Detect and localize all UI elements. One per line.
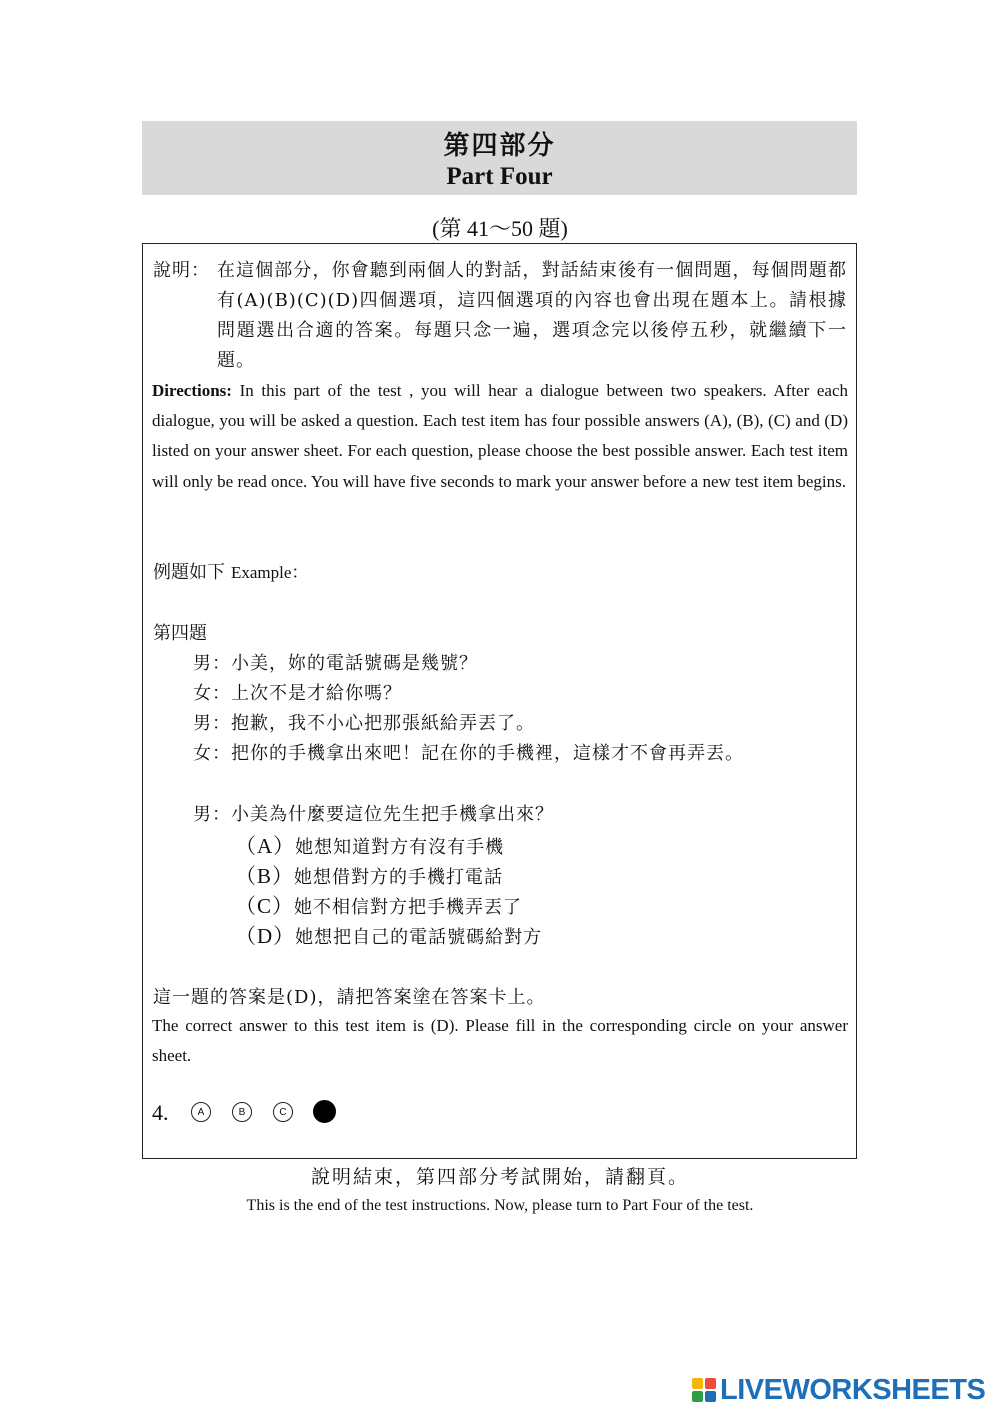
option-b: [235, 860, 503, 890]
option-text: 她想把自己的電話號碼給對方: [295, 927, 543, 948]
example-label: [153, 558, 308, 584]
dialogue-line: 男：小美，妳的電話號碼是幾號？: [193, 653, 478, 674]
liveworksheets-logo-icon: [692, 1378, 716, 1402]
option-letter: （C）: [235, 894, 295, 918]
option-a: [235, 830, 504, 860]
logo-square: [692, 1391, 703, 1402]
end-note-zh: 說明結束，第四部分考試開始，請翻頁。: [310, 1166, 689, 1188]
dialogue-line: 女：把你的手機拿出來吧！記在你的手機裡，這樣才不會再弄丟。: [193, 743, 744, 764]
section-header: [142, 121, 857, 195]
option-text: 她想知道對方有沒有手機: [295, 837, 505, 858]
example-label-en: Example：: [231, 563, 309, 582]
answer-bubble-a[interactable]: A: [191, 1102, 211, 1122]
question-range: (第 41～50 題): [432, 216, 568, 241]
end-note-en: This is the end of the test instructions. Now, please turn to Part Four of the test.: [246, 1197, 754, 1214]
instruction-box: [142, 243, 857, 1159]
logo-square: [705, 1391, 716, 1402]
answer-sheet-number: 4.: [152, 1100, 169, 1125]
answer-note-en: The correct answer to this test item is (D). Please fill in the corresponding circle on your answer sheet.: [152, 1016, 848, 1066]
answer-note-zh: 這一題的答案是(D)，請把答案塗在答案卡上。: [153, 987, 546, 1008]
example-label-zh: 例題如下: [153, 562, 225, 583]
answer-bubble-c[interactable]: C: [273, 1102, 293, 1122]
dialogue-line: 男：抱歉，我不小心把那張紙給弄丟了。: [193, 713, 535, 734]
logo-square: [705, 1378, 716, 1389]
question-title: 第四題: [153, 623, 207, 644]
dialogue-line: 女：上次不是才給你嗎？: [193, 683, 402, 704]
section-title-en: Part Four: [446, 163, 553, 190]
option-text: 她想借對方的手機打電話: [294, 867, 504, 888]
brand-name: LIVEWORKSHEETS: [720, 1373, 986, 1406]
directions-label: Directions:: [152, 381, 232, 400]
option-text: 她不相信對方把手機弄丟了: [294, 897, 523, 918]
option-letter: （D）: [235, 924, 296, 948]
option-letter: （B）: [235, 864, 295, 888]
option-letter: （A）: [235, 834, 296, 858]
instructions-text-zh: 在這個部分，你會聽到兩個人的對話，對話結束後有一個問題，每個問題都有(A)(B)(C)(D)四個選項，這四個選項的內容也會出現在題本上。請根據問題選出合適的答案。每題只念一遍，選項念完以後停五秒，就繼續下一題。: [217, 260, 847, 371]
instructions-zh: [153, 256, 847, 376]
instructions-label-zh: 說明：: [153, 260, 210, 281]
answer-bubble-b[interactable]: B: [232, 1102, 252, 1122]
option-d: [235, 920, 542, 950]
question-text: 男：小美為什麼要這位先生把手機拿出來？: [193, 804, 554, 825]
liveworksheets-brand: [692, 1374, 985, 1406]
answer-bubble-d-filled[interactable]: [313, 1100, 336, 1123]
instructions-en: [152, 376, 848, 497]
section-title-zh: 第四部分: [443, 131, 556, 161]
option-c: [235, 890, 522, 920]
logo-square: [692, 1378, 703, 1389]
directions-text: In this part of the test , you will hear a dialogue between two speakers. After each dialogue, you will be asked a question. Each test item has four possible answers (A), (B), (C) and (D) listed on your answer sheet. For each question, please choose the best possible answer. Each test item will only be read once. You will have five seconds to mark your answer before a new test item begins.: [152, 381, 848, 491]
